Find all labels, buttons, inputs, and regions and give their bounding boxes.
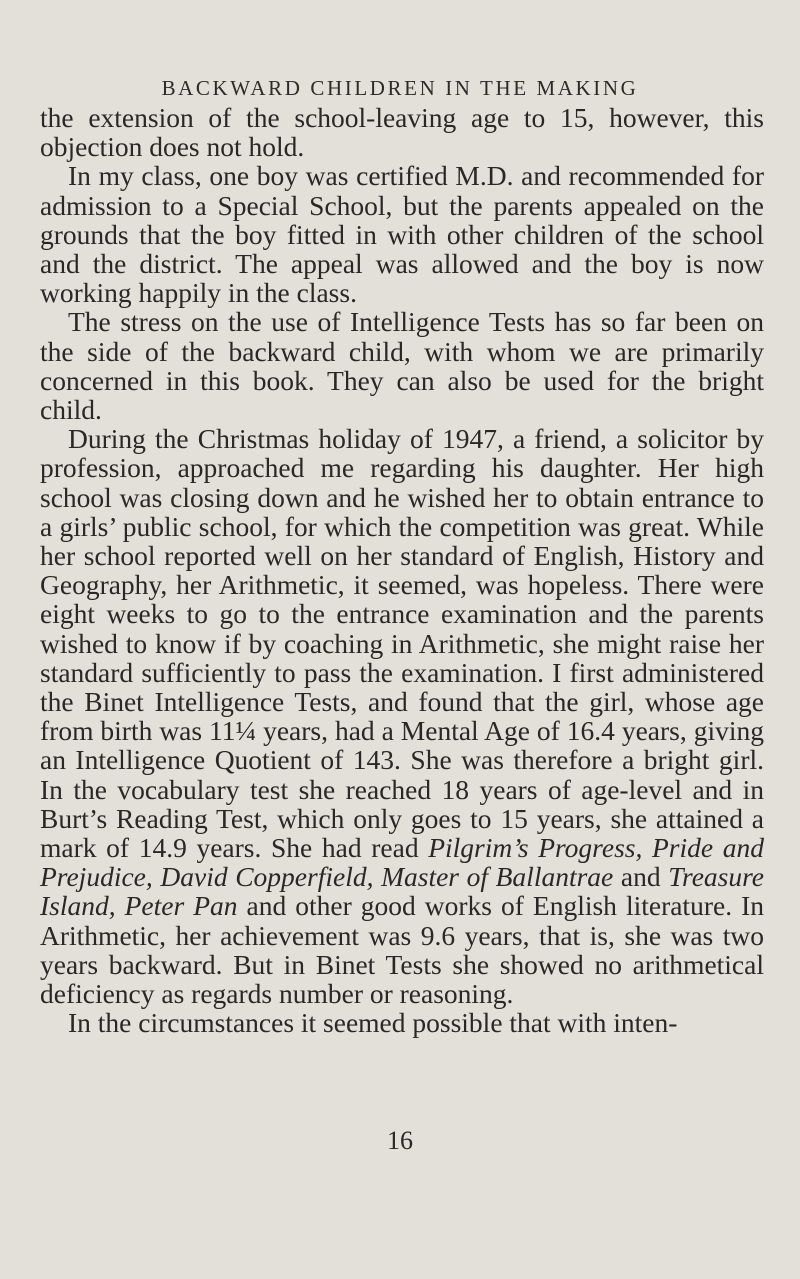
case-study-text-end: and other good works of English literature. In Arithmetic, her achievement was 9.6 years, that is, she was two years backward. But in Binet Tests she showed no arithmetical deficiency as regards number or reasoning. <box>40 890 764 1010</box>
paragraph-circumstances: In the circumstances it seemed possible that with inten- <box>68 1007 678 1039</box>
page-number: 16 <box>387 1126 413 1155</box>
paragraph-intelligence-tests: The stress on the use of Intelligence Tests has so far been on the side of the backward child, with whom we are primarily concerned in this book. They can also be used for the bright child. <box>40 306 764 426</box>
case-study-text: During the Christmas holiday of 1947, a friend, a solicitor by profession, approached me regarding his daughter. Her high school was closing down and he wished her to obtain entrance to a girls’ public school, for which the competition was great. While her school reported well on her standard of English, History and Geography, her Arithmetic, it seemed, was hopeless. There were eight weeks to go to the entrance examination and the parents wished to know if by coaching in Arithmetic, she might raise her standard sufficiently to pass the examination. I first administered the Binet Intelligence Tests, and found that the girl, whose age from birth was 11¼ years, had a Mental Age of 16.4 years, giving an Intelligence Quotient of 143. She was therefore a bright girl. In the vocabulary test she reached 18 years of age-level and in Burt’s Reading Test, which only goes to 15 years, she attained a mark of 14.9 years. She had read <box>40 423 764 864</box>
paragraph-continuation: the extension of the school-leaving age to 15, however, this objection does not hold. <box>40 102 764 163</box>
body-text <box>40 103 764 1038</box>
and-word: and <box>613 861 669 893</box>
paragraph-case-study <box>40 424 764 1008</box>
paragraph-special-school: In my class, one boy was certified M.D. and recommended for admission to a Special School, but the parents appealed on the grounds that the boy fitted in with other children of the school and the district. The appeal was allowed and the boy is now working happily in the class. <box>40 160 764 309</box>
book-titles-2: Treasure Island, Peter Pan <box>40 861 764 922</box>
book-titles-1: Pilgrim’s Progress, Pride and Prejudice, David Copperfield, Master of Ballantrae <box>40 832 764 893</box>
running-head: BACKWARD CHILDREN IN THE MAKING <box>161 76 639 100</box>
